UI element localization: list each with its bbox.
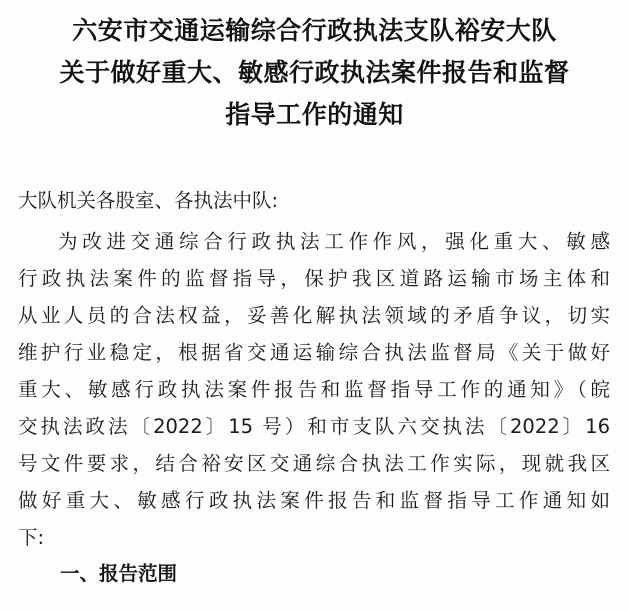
body-line-1: 为改进交通综合行政执法工作作风，强化重大、敏感	[58, 230, 610, 253]
section-heading: 一、报告范围	[60, 562, 178, 585]
document-title-line-3: 指导工作的通知	[225, 100, 404, 129]
document-title-line-2: 关于做好重大、敏感行政执法案件报告和监督	[59, 58, 570, 87]
body-line-2: 行政执法案件的监督指导，保护我区道路运输市场主体和	[18, 267, 610, 290]
body-line-3: 从业人员的合法权益，妥善化解执法领域的矛盾争议，切实	[18, 304, 610, 327]
body-line-4: 维护行业稳定，根据省交通运输综合执法监督局《关于做好	[18, 341, 610, 364]
body-line-5: 重大、敏感行政执法案件报告和监督指导工作的通知》（皖	[18, 378, 610, 401]
body-line-9: 下:	[18, 526, 45, 549]
body-line-7: 号文件要求，结合裕安区交通综合执法工作实际，现就我区	[18, 452, 610, 475]
document-title-line-1: 六安市交通运输综合行政执法支队裕安大队	[72, 16, 557, 45]
addressee-line: 大队机关各股室、各执法中队:	[18, 189, 279, 212]
body-line-6: 交执法政法〔2022〕15 号）和市支队六交执法〔2022〕16	[18, 415, 610, 438]
body-line-8: 做好重大、敏感行政执法案件报告和监督指导工作通知如	[18, 489, 610, 512]
